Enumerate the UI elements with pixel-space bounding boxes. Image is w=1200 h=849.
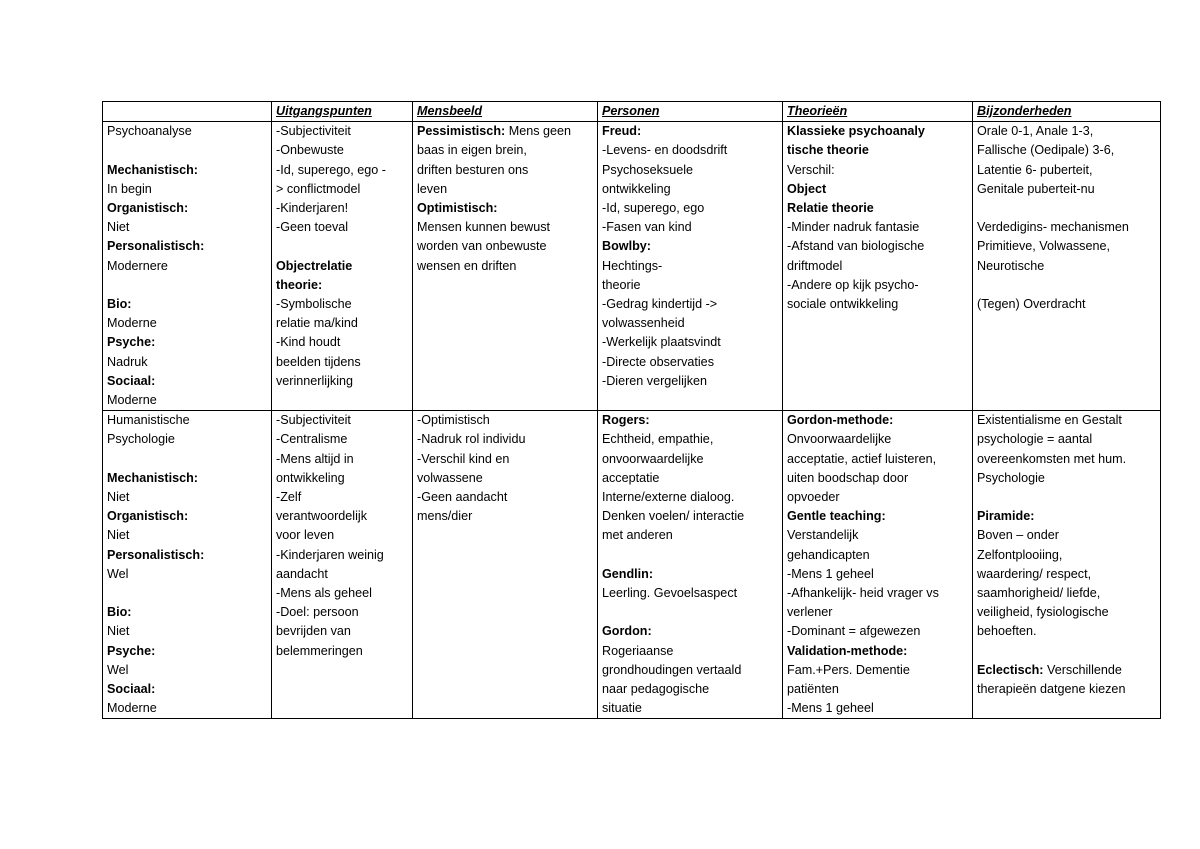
cell-line: tische theorie — [787, 143, 869, 158]
cell-line: situatie — [602, 701, 642, 716]
cell-line: driften besturen ons — [417, 162, 529, 177]
cell-line: behoeften. — [977, 624, 1037, 639]
cell-line: met anderen — [602, 528, 673, 543]
cell-line: -Doel: persoon — [276, 605, 359, 620]
cell-line: Sociaal: — [107, 373, 156, 388]
cell-line: Freud: — [602, 124, 642, 139]
cell-line: -Id, superego, ego — [602, 201, 705, 216]
cell-line: -Mens als geheel — [276, 586, 372, 601]
table-row-psychoanalyse — [103, 122, 1161, 411]
cell-line: Latentie 6- puberteit, — [977, 162, 1093, 177]
cell-line-label: Eclectisch: — [977, 662, 1044, 677]
cell-line: Echtheid, empathie, — [602, 432, 714, 447]
cell-line: Rogers: — [602, 413, 650, 428]
cell-line: Sociaal: — [107, 682, 156, 697]
cell-line: Moderne — [107, 316, 157, 331]
table-cell — [973, 122, 1161, 411]
cell-line: -Dieren vergelijken — [602, 373, 707, 388]
cell-line — [107, 450, 267, 469]
cell-line: onvoorwaardelijke — [602, 451, 704, 466]
header-cell-uitgangspunten: Uitgangspunten — [272, 102, 413, 122]
cell-line: -Afhankelijk- heid vrager vs — [787, 586, 939, 601]
cell-line: grondhoudingen vertaald — [602, 662, 742, 677]
cell-line: mens/dier — [417, 509, 473, 524]
cell-line: verantwoordelijk — [276, 509, 367, 524]
cell-line: gehandicapten — [787, 547, 870, 562]
cell-line: Relatie theorie — [787, 201, 874, 216]
cell-line-label: Pessimistisch: — [417, 124, 506, 139]
cell-line — [107, 141, 267, 160]
cell-line: Zelfontplooiing, — [977, 547, 1063, 562]
cell-line: -Gedrag kindertijd -> — [602, 297, 718, 312]
cell-line: Rogeriaanse — [602, 643, 674, 658]
cell-line — [276, 237, 408, 256]
cell-line: aandacht — [276, 566, 328, 581]
cell-line: Niet — [107, 624, 130, 639]
cell-line: Psychoseksuele — [602, 162, 694, 177]
cell-line: Mensen kunnen bewust — [417, 220, 551, 235]
cell-line: Leerling. Gevoelsaspect — [602, 586, 738, 601]
cell-line: acceptatie — [602, 470, 660, 485]
cell-line: volwassenheid — [602, 316, 685, 331]
cell-line: Psychologie — [977, 470, 1045, 485]
cell-line: Genitale puberteit-nu — [977, 181, 1095, 196]
cell-line: -Subjectiviteit — [276, 413, 351, 428]
cell-line: -Dominant = afgewezen — [787, 624, 921, 639]
header-cell-theorieen: Theorieën — [783, 102, 973, 122]
header-cell-personen: Personen — [598, 102, 783, 122]
cell-line: ontwikkeling — [276, 470, 345, 485]
cell-line: -Centralisme — [276, 432, 348, 447]
cell-line: Klassieke psychoanaly — [787, 124, 925, 139]
cell-line — [977, 488, 1156, 507]
header-cell-empty — [103, 102, 272, 122]
cell-line: Niet — [107, 528, 130, 543]
cell-line: Personalistisch: — [107, 547, 205, 562]
cell-line: Moderne — [107, 393, 157, 408]
cell-line: Mechanistisch: — [107, 470, 198, 485]
header-cell-mensbeeld: Mensbeeld — [413, 102, 598, 122]
cell-line — [977, 276, 1156, 295]
cell-line: Modernere — [107, 258, 168, 273]
cell-line: Wel — [107, 662, 129, 677]
cell-line: Fallische (Oedipale) 3-6, — [977, 143, 1115, 158]
cell-line: veiligheid, fysiologische — [977, 605, 1109, 620]
cell-line: overeenkomsten met hum. — [977, 451, 1127, 466]
cell-line: Niet — [107, 220, 130, 235]
cell-line: Gendlin: — [602, 566, 654, 581]
cell-line: Primitieve, Volwassene, — [977, 239, 1110, 254]
cell-line: verlener — [787, 605, 833, 620]
cell-line: Psychoanalyse — [107, 124, 192, 139]
cell-line: (Tegen) Overdracht — [977, 297, 1086, 311]
table-cell — [103, 122, 272, 411]
cell-line: therapieën datgene kiezen — [977, 682, 1126, 697]
cell-line: volwassene — [417, 470, 483, 485]
cell-line: Gentle teaching: — [787, 509, 886, 524]
cell-line: -Geen toeval — [276, 220, 349, 235]
cell-line — [977, 661, 1156, 680]
cell-line: Objectrelatie — [276, 258, 353, 273]
cell-line: Psyche: — [107, 643, 156, 658]
cell-line: -Levens- en doodsdrift — [602, 143, 728, 158]
cell-line: Gordon: — [602, 624, 652, 639]
cell-line: Boven – onder — [977, 528, 1059, 543]
cell-line: saamhorigheid/ liefde, — [977, 586, 1101, 601]
cell-line: uiten boodschap door — [787, 470, 909, 485]
cell-line: Interne/externe dialoog. — [602, 490, 735, 505]
cell-line: Psyche: — [107, 335, 156, 350]
table-cell — [973, 411, 1161, 719]
table-cell — [783, 411, 973, 719]
cell-line — [977, 642, 1156, 661]
cell-line: Optimistisch: — [417, 201, 498, 216]
table-row-humanistische-psychologie — [103, 411, 1161, 719]
cell-line: Verstandelijk — [787, 528, 859, 543]
cell-line: voor leven — [276, 528, 335, 543]
cell-line: sociale ontwikkeling — [787, 297, 899, 312]
cell-line: -Afstand van biologische — [787, 239, 925, 254]
cell-line: Piramide: — [977, 509, 1035, 524]
cell-line: -Kinderjaren! — [276, 201, 349, 216]
cell-line: -Onbewuste — [276, 143, 344, 158]
cell-line: ontwikkeling — [602, 181, 671, 196]
cell-line: bevrijden van — [276, 624, 351, 639]
cell-line: Verdedigins- mechanismen — [977, 220, 1129, 235]
cell-line: Bio: — [107, 297, 132, 311]
cell-line: -Kind houdt — [276, 335, 341, 350]
cell-line: theorie — [602, 277, 641, 292]
cell-line: naar pedagogische — [602, 682, 710, 697]
cell-line: Fam.+Pers. Dementie — [787, 662, 910, 677]
table-cell — [413, 122, 598, 411]
cell-line: -Mens 1 geheel — [787, 701, 874, 716]
cell-line — [107, 584, 267, 603]
cell-line: acceptatie, actief luisteren, — [787, 451, 937, 466]
table-cell — [413, 411, 598, 719]
cell-line: Existentialisme en Gestalt — [977, 413, 1122, 428]
cell-line-text: Verschillende — [1043, 662, 1122, 677]
cell-line: Orale 0-1, Anale 1-3, — [977, 124, 1094, 139]
cell-line — [417, 122, 593, 141]
cell-line: Bowlby: — [602, 239, 651, 254]
cell-line: Verschil: — [787, 162, 835, 177]
cell-line: Nadruk — [107, 354, 148, 369]
cell-line: baas in eigen brein, — [417, 143, 527, 158]
cell-line: psychologie = aantal — [977, 432, 1093, 447]
cell-line: Hechtings- — [602, 258, 663, 273]
cell-line: relatie ma/kind — [276, 316, 358, 331]
cell-line: -Fasen van kind — [602, 220, 692, 235]
cell-line: Moderne — [107, 701, 157, 716]
cell-line: -Optimistisch — [417, 413, 490, 428]
cell-line: beelden tijdens — [276, 354, 361, 369]
cell-line: -Zelf — [276, 490, 302, 505]
cell-line: theorie: — [276, 277, 323, 292]
cell-line: Organistisch: — [107, 509, 189, 524]
cell-line: -Mens altijd in — [276, 451, 354, 466]
cell-line: In begin — [107, 181, 152, 196]
cell-line: -Andere op kijk psycho- — [787, 277, 919, 292]
cell-line: -Geen aandacht — [417, 490, 508, 505]
cell-line: > conflictmodel — [276, 181, 361, 196]
cell-line: Validation-methode: — [787, 643, 908, 658]
cell-line: -Kinderjaren weinig — [276, 547, 384, 562]
cell-line: Neurotische — [977, 258, 1045, 273]
cell-line: Gordon-methode: — [787, 413, 894, 428]
table-cell — [272, 122, 413, 411]
cell-line: belemmeringen — [276, 643, 363, 658]
cell-line: Wel — [107, 566, 129, 581]
cell-line: Organistisch: — [107, 201, 189, 215]
cell-line: worden van onbewuste — [417, 239, 547, 254]
cell-line: Bio: — [107, 605, 132, 620]
cell-line: -Directe observaties — [602, 354, 714, 369]
cell-line: -Nadruk rol individu — [417, 432, 526, 447]
cell-line: -Verschil kind en — [417, 451, 510, 466]
table-cell — [103, 411, 272, 719]
cell-line: opvoeder — [787, 490, 840, 505]
cell-line: verinnerlijking — [276, 373, 353, 388]
cell-line: waardering/ respect, — [977, 566, 1092, 581]
header-row — [103, 102, 1161, 122]
cell-line — [602, 546, 778, 565]
cell-line: -Mens 1 geheel — [787, 566, 874, 581]
cell-line: leven — [417, 181, 448, 196]
cell-line — [977, 199, 1156, 218]
cell-line-text: Mens geen — [505, 124, 572, 139]
cell-line — [602, 603, 778, 622]
cell-line: Mechanistisch: — [107, 162, 198, 177]
table-cell — [272, 411, 413, 719]
cell-line: Personalistisch: — [107, 239, 205, 254]
cell-line: Object — [787, 181, 827, 196]
header-cell-bijzonderheden: Bijzonderheden — [973, 102, 1161, 122]
cell-line: Humanistische — [107, 413, 190, 428]
table-cell — [783, 122, 973, 411]
table-cell — [598, 411, 783, 719]
cell-line — [107, 276, 267, 295]
cell-line: -Symbolische — [276, 297, 352, 312]
cell-line: -Subjectiviteit — [276, 124, 351, 139]
cell-line: Niet — [107, 490, 130, 505]
cell-line: Denken voelen/ interactie — [602, 509, 745, 524]
cell-line: -Id, superego, ego - — [276, 162, 386, 177]
cell-line: patiënten — [787, 682, 839, 697]
cell-line: driftmodel — [787, 258, 843, 273]
cell-line: Onvoorwaardelijke — [787, 432, 892, 447]
cell-line: wensen en driften — [417, 258, 517, 273]
cell-line: -Minder nadruk fantasie — [787, 220, 920, 235]
cell-line: -Werkelijk plaatsvindt — [602, 335, 721, 350]
table-cell — [598, 122, 783, 411]
comparison-table — [102, 101, 1161, 719]
cell-line: Psychologie — [107, 432, 175, 447]
